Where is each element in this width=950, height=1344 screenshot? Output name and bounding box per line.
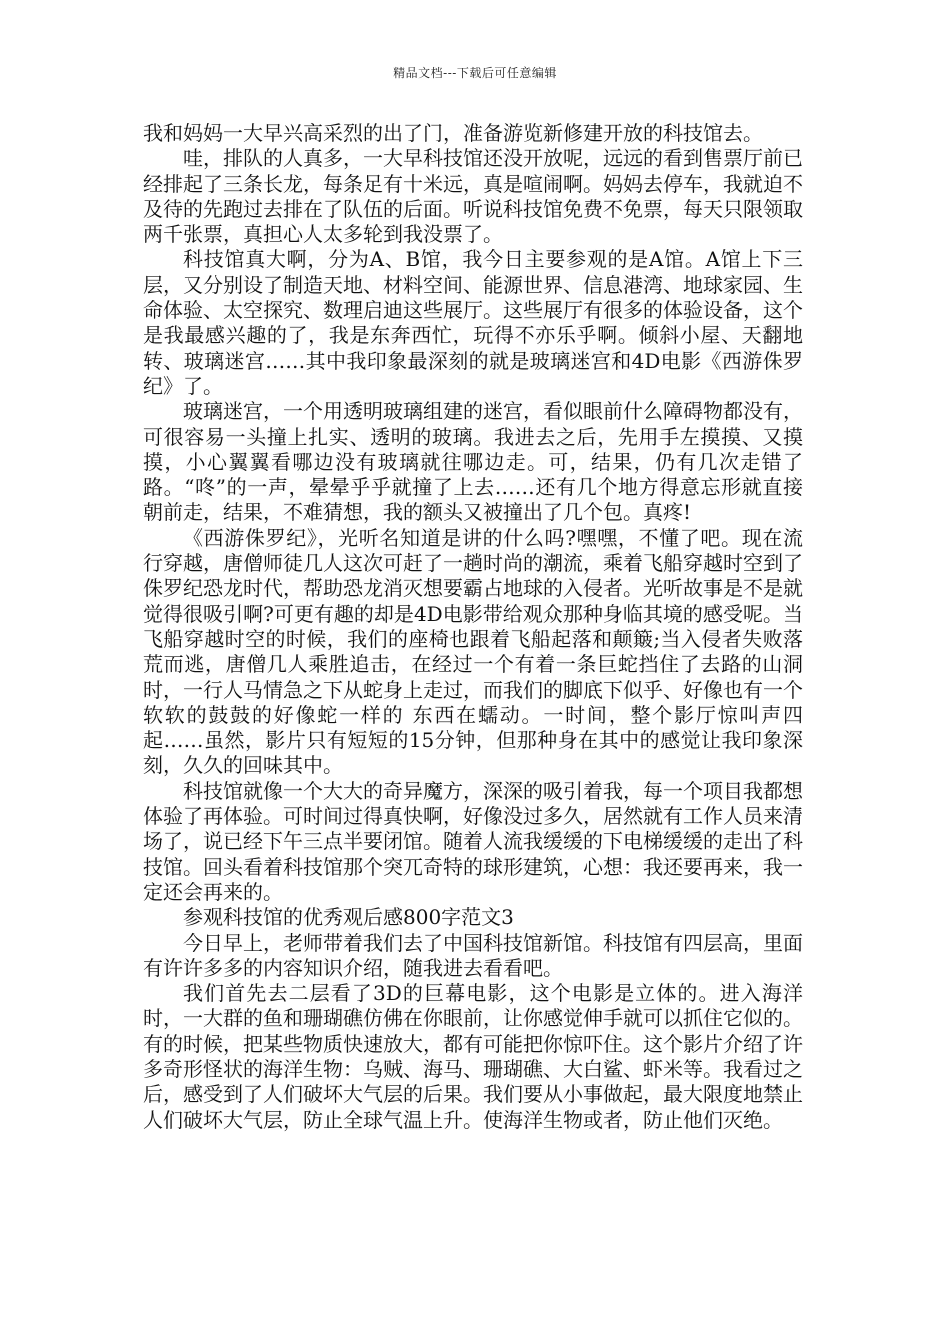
document-body <box>143 121 803 1133</box>
paragraph: 我们首先去二层看了3D的巨幕电影，这个电影是立体的。进入海洋时，一大群的鱼和珊瑚礁仿佛在你眼前，让你感觉伸手就可以抓住它似的。有的时候，把某些物质快速放大，都有可能把你惊吓住。这个影片介绍了许多奇形怪状的海洋生物：乌贼、海马、珊瑚礁、大白鲨、虾米等。我看过之后，感受到了人们破坏大气层的后果。我们要从小事做起，最大限度地禁止人们破坏大气层，防止全球气温上升。使海洋生物或者，防止他们灭绝。 <box>143 981 803 1132</box>
section-heading: 参观科技馆的优秀观后感800字范文3 <box>183 905 514 930</box>
paragraph: 今日早上，老师带着我们去了中国科技馆新馆。科技馆有四层高，里面有许许多多的内容知识介绍，随我进去看看吧。 <box>143 930 803 980</box>
paragraph: 玻璃迷宫，一个用透明玻璃组建的迷宫，看似眼前什么障碍物都没有，可很容易一头撞上扎实、透明的玻璃。我进去之后，先用手左摸摸、又摸摸，小心翼翼看哪边没有玻璃就往哪边走。可，结果，仍有几次走错了路。“咚”的一声，晕晕乎乎就撞了上去……还有几个地方得意忘形就直接朝前走，结果，不难猜想，我的额头又被撞出了几个包。真疼! <box>143 399 803 525</box>
paragraph: 科技馆就像一个大大的奇异魔方，深深的吸引着我，每一个项目我都想体验了再体验。可时间过得真快啊，好像没过多久，居然就有工作人员来清场了，说已经下午三点半要闭馆。随着人流我缓缓的下电梯缓缓的走出了科技馆。回头看着科技馆那个突兀奇特的球形建筑，心想：我还要再来，我一定还会再来的。 <box>143 778 803 904</box>
paragraph: 我和妈妈一大早兴高采烈的出了门，准备游览新修建开放的科技馆去。 <box>143 121 763 145</box>
page-header: 精品文档---下载后可任意编辑 <box>393 66 557 80</box>
paragraph: 科技馆真大啊，分为A、B馆，我今日主要参观的是A馆。A馆上下三层，又分别设了制造天地、材料空间、能源世界、信息港湾、地球家园、生命体验、太空探究、数理启迪这些展厅。这些展厅有很多的体验设备，这个是我最感兴趣的了，我是东奔西忙，玩得不亦乐乎啊。倾斜小屋、天翻地转、玻璃迷宫……其中我印象最深刻的就是玻璃迷宫和4D电影《西游侏罗纪》了。 <box>143 247 803 398</box>
paragraph: 哇，排队的人真多，一大早科技馆还没开放呢，远远的看到售票厅前已经排起了三条长龙，每条足有十米远，真是喧闹啊。妈妈去停车，我就迫不及待的先跑过去排在了队伍的后面。听说科技馆免费不免票，每天只限领取两千张票，真担心人太多轮到我没票了。 <box>143 146 803 247</box>
paragraph: 《西游侏罗纪》，光听名知道是讲的什么吗?嘿嘿，不懂了吧。现在流行穿越，唐僧师徒几人这次可赶了一趟时尚的潮流，乘着飞船穿越时空到了侏罗纪恐龙时代，帮助恐龙消灭想要霸占地球的入侵者。光听故事是不是就觉得很吸引啊?可更有趣的却是4D电影带给观众那种身临其境的感受呢。当飞船穿越时空的时候，我们的座椅也跟着飞船起落和颠簸;当入侵者失败落荒而逃，唐僧几人乘胜追击，在经过一个有着一条巨蛇挡住了去路的山洞时，一行人马情急之下从蛇身上走过，而我们的脚底下似乎、好像也有一个软软的鼓鼓的好像蛇一样的 东西在蠕动。一时间，整个影厅惊叫声四起……虽然，影片只有短短的15分钟，但那种身在其中的感觉让我印象深刻，久久的回味其中。 <box>143 525 803 778</box>
